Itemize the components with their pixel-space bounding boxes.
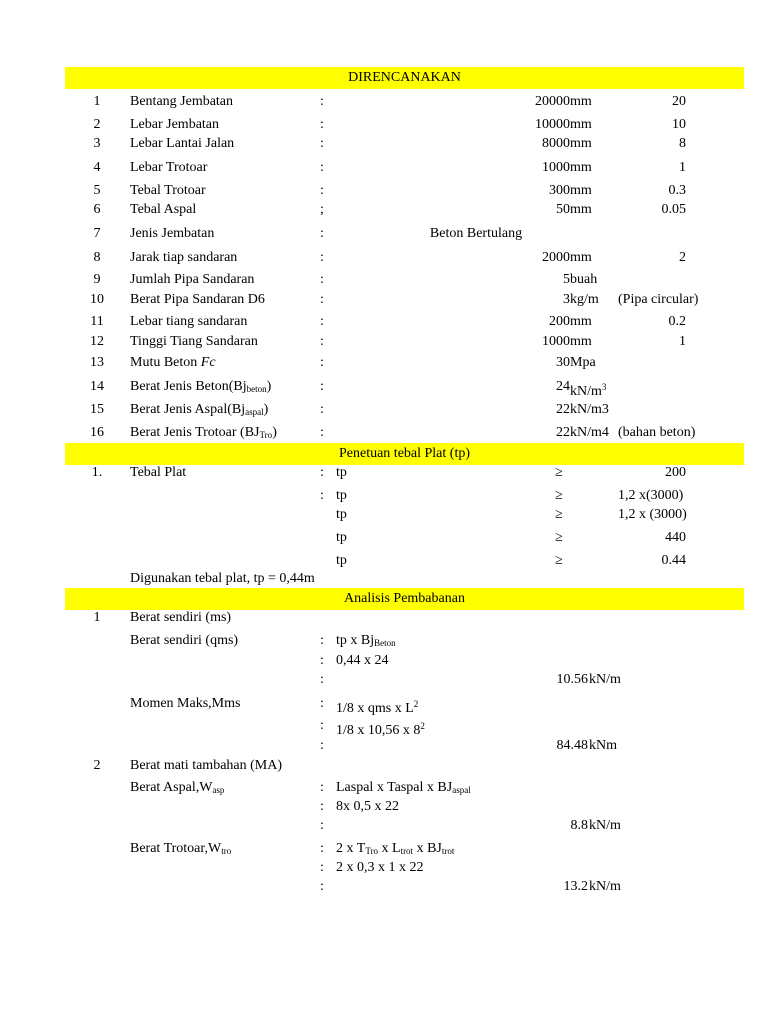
row-number: 11 [90, 314, 104, 329]
table-row [0, 312, 768, 332]
row-number: 12 [90, 334, 104, 349]
result-unit: kN/m [589, 818, 621, 833]
table-row [0, 224, 768, 244]
geq-symbol: ≥ [555, 488, 563, 503]
section-header-analisis: Analisis Pembabanan [65, 588, 744, 610]
separator: : [320, 780, 324, 795]
row-label: Tebal Aspal [130, 202, 197, 217]
formula-result: 200 [665, 465, 686, 480]
row-converted: 2 [679, 250, 686, 265]
separator: : [320, 183, 324, 198]
table-row [0, 839, 768, 859]
separator: : [320, 633, 324, 648]
row-label: Tebal Plat [130, 465, 187, 480]
row-value: 200 [549, 314, 570, 329]
row-value: 22 [556, 425, 570, 440]
formula-symbol: tp [336, 488, 347, 503]
row-label: Jenis Jembatan [130, 226, 215, 241]
separator: : [320, 250, 324, 265]
row-note: (bahan beton) [618, 425, 696, 440]
separator: : [320, 860, 324, 875]
row-unit: mm [570, 250, 592, 265]
formula: 2 x $T_{Tro}$ x $L_{trot}$ x $BJ_{trot}$ [336, 841, 455, 856]
row-unit: mm [570, 117, 592, 132]
row-number: 1. [91, 465, 103, 480]
row-label: Berat sendiri (ms) [130, 610, 232, 625]
row-number: 3 [93, 136, 101, 151]
row-number: 8 [93, 250, 101, 265]
row-value: 2000 [542, 250, 570, 265]
row-number: 16 [90, 425, 104, 440]
table-row [0, 353, 768, 373]
row-value: 1000 [542, 160, 570, 175]
geq-symbol: ≥ [555, 530, 563, 545]
row-label: Berat Jenis $Aspal(Bj_{aspal})$ [130, 402, 269, 417]
separator: : [320, 314, 324, 329]
row-number: 14 [90, 379, 104, 394]
table-row [0, 877, 768, 897]
row-converted: 1 [679, 160, 686, 175]
row-number: 1 [93, 94, 101, 109]
separator: : [320, 136, 324, 151]
row-unit: mm [570, 334, 592, 349]
geq-symbol: ≥ [555, 507, 563, 522]
row-label: Jarak tiap sandaran [130, 250, 238, 265]
row-converted: 10 [672, 117, 686, 132]
table-row [0, 608, 768, 628]
table-row [0, 332, 768, 352]
row-unit: kN/m4 [570, 425, 609, 440]
row-converted: 0.05 [661, 202, 686, 217]
formula: 0,44 x 24 [336, 653, 389, 668]
table-row [0, 423, 768, 443]
row-unit: mm [570, 136, 592, 151]
row-unit: Mpa [570, 355, 596, 370]
row-value: 300 [549, 183, 570, 198]
row-unit: mm [570, 183, 592, 198]
row-unit: mm [570, 314, 592, 329]
formula: 1/8 x 10,56 x $8^2$ [336, 721, 425, 738]
table-row [0, 115, 768, 135]
row-value: 10000 [535, 117, 570, 132]
table-row [0, 631, 768, 651]
formula-symbol: tp [336, 553, 347, 568]
separator: : [320, 465, 324, 480]
table-row [0, 528, 768, 548]
row-label: Berat Pipa Sandaran D6 [130, 292, 265, 307]
table-row [0, 134, 768, 154]
formula: tp x $Bj_{Beton}$ [336, 633, 396, 648]
row-unit: buah [570, 272, 598, 287]
table-row [0, 181, 768, 201]
table-row [0, 505, 768, 525]
row-unit: mm [570, 160, 592, 175]
geq-symbol: ≥ [555, 465, 563, 480]
separator: : [320, 653, 324, 668]
plat-conclusion: Digunakan tebal plat, tp = 0,44m [130, 571, 315, 586]
separator: : [320, 738, 324, 753]
result-value: 8.8 [570, 818, 588, 833]
row-value: 50 [556, 202, 570, 217]
formula: 2 x 0,3 x 1 x 22 [336, 860, 424, 875]
separator: : [320, 672, 324, 687]
result-unit: kN/m [589, 879, 621, 894]
table-row [0, 200, 768, 220]
separator: : [320, 718, 324, 733]
row-label: Lebar Jembatan [130, 117, 220, 132]
row-value: 8000 [542, 136, 570, 151]
row-unit: $kN/m^3$ [570, 382, 607, 399]
row-value: 24 [556, 379, 570, 394]
formula-symbol: tp [336, 465, 347, 480]
section-header-tebal-plat: Penetuan tebal Plat (tp) [65, 443, 744, 465]
row-note: (Pipa circular) [618, 292, 699, 307]
row-converted: 1 [679, 334, 686, 349]
separator: : [320, 355, 324, 370]
result-value: 10.56 [556, 672, 588, 687]
separator: : [320, 818, 324, 833]
row-unit: kg/m [570, 292, 599, 307]
table-row [0, 651, 768, 671]
formula-result: 1,2 x (3000) [618, 507, 687, 522]
row-number: 7 [93, 226, 101, 241]
table-row [0, 778, 768, 798]
formula-result: 1,2 x(3000) [618, 488, 684, 503]
row-value: 5 [563, 272, 570, 287]
result-unit: kN/m [589, 672, 621, 687]
table-row [0, 463, 768, 483]
row-value: 20000 [535, 94, 570, 109]
row-number: 4 [93, 160, 101, 175]
separator: : [320, 117, 324, 132]
row-converted: 0.2 [668, 314, 686, 329]
formula: Laspal x Taspal x $BJ_{aspal}$ [336, 780, 471, 795]
row-text-value: Beton Bertulang [429, 226, 523, 241]
formula: 1/8 x qms x $L^2$ [336, 699, 419, 716]
section-header-direncanakan: DIRENCANAKAN [65, 67, 744, 89]
table-row [0, 92, 768, 112]
result-unit: kNm [589, 738, 617, 753]
table-row [0, 569, 768, 589]
formula-result: 0.44 [661, 553, 686, 568]
row-label: Lebar tiang sandaran [130, 314, 248, 329]
row-number: 9 [93, 272, 101, 287]
table-row [0, 158, 768, 178]
row-number: 10 [90, 292, 104, 307]
row-number: 5 [93, 183, 101, 198]
table-row [0, 400, 768, 420]
row-converted: 0.3 [668, 183, 686, 198]
table-row [0, 716, 768, 736]
result-value: 84.48 [556, 738, 588, 753]
table-row [0, 858, 768, 878]
table-row [0, 377, 768, 397]
separator: : [320, 425, 324, 440]
row-label: Jumlah Pipa Sandaran [130, 272, 255, 287]
separator: : [320, 94, 324, 109]
formula-symbol: tp [336, 530, 347, 545]
separator: ; [320, 202, 324, 217]
geq-symbol: ≥ [555, 553, 563, 568]
separator: : [320, 334, 324, 349]
row-number: 2 [93, 758, 101, 773]
separator: : [320, 160, 324, 175]
row-label: Mutu Beton Fc [130, 355, 216, 370]
row-number: 2 [93, 117, 101, 132]
row-label: Berat $Trotoar,W_{tro}$ [130, 841, 232, 856]
row-number: 1 [93, 610, 101, 625]
table-row [0, 816, 768, 836]
separator: : [320, 402, 324, 417]
row-label: Tebal Trotoar [130, 183, 206, 198]
row-unit: kN/m3 [570, 402, 609, 417]
separator: : [320, 799, 324, 814]
row-unit: mm [570, 94, 592, 109]
row-number: 13 [90, 355, 104, 370]
formula-result: 440 [665, 530, 686, 545]
row-label: Lebar Lantai Jalan [130, 136, 235, 151]
table-row [0, 670, 768, 690]
separator: : [320, 841, 324, 856]
row-converted: 8 [679, 136, 686, 151]
table-row [0, 797, 768, 817]
row-number: 6 [93, 202, 101, 217]
row-label: Berat Jenis Trotoar $(BJ_{Tro})$ [130, 425, 277, 440]
separator: : [320, 879, 324, 894]
row-label: Berat mati tambahan (MA) [130, 758, 283, 773]
row-label: Berat Jenis $Beton(Bj_{beton})$ [130, 379, 272, 394]
row-label: Lebar Trotoar [130, 160, 208, 175]
result-value: 13.2 [563, 879, 588, 894]
table-row [0, 248, 768, 268]
row-label: Tinggi Tiang Sandaran [130, 334, 258, 349]
formula-symbol: tp [336, 507, 347, 522]
separator: : [320, 272, 324, 287]
table-row [0, 486, 768, 506]
row-value: 30 [556, 355, 570, 370]
row-unit: mm [570, 202, 592, 217]
row-value: 22 [556, 402, 570, 417]
table-row [0, 270, 768, 290]
table-row [0, 290, 768, 310]
row-value: 3 [563, 292, 570, 307]
row-value: 1000 [542, 334, 570, 349]
table-row [0, 756, 768, 776]
row-converted: 20 [672, 94, 686, 109]
table-row [0, 736, 768, 756]
row-label: Bentang Jembatan [130, 94, 234, 109]
separator: : [320, 292, 324, 307]
separator: : [320, 696, 324, 711]
row-number: 15 [90, 402, 104, 417]
separator: : [320, 379, 324, 394]
row-label: Berat $Aspal,W_{asp}$ [130, 780, 225, 795]
formula: 8x 0,5 x 22 [336, 799, 399, 814]
separator: : [320, 488, 324, 503]
row-label: Momen Maks,Mms [130, 696, 241, 711]
row-label: Berat sendiri (qms) [130, 633, 239, 648]
table-row [0, 694, 768, 714]
table-row [0, 551, 768, 571]
separator: : [320, 226, 324, 241]
